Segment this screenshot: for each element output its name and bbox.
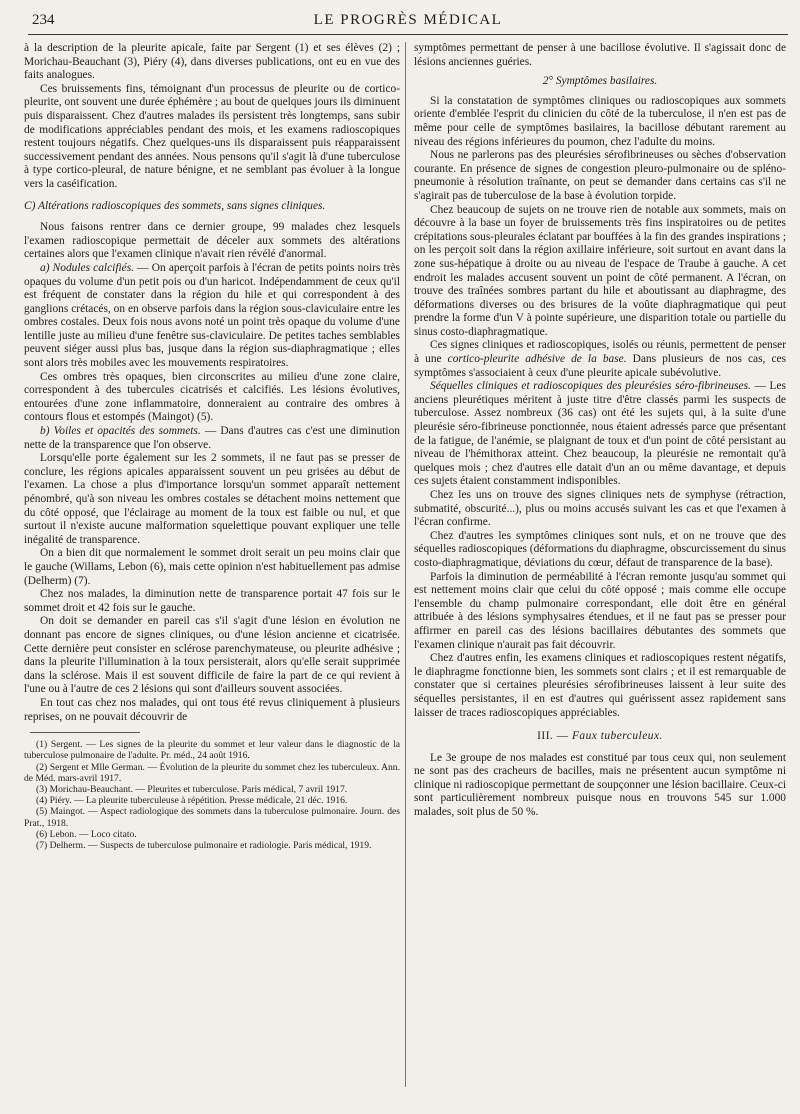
paragraph: Chez les uns on trouve des signes cliniques nets de symphyse (rétraction, submatité, obscurité...), plus ou moins accusés suivant les cas et que l'examen à l'écran confirme. bbox=[414, 489, 786, 529]
section-heading-faux-tuberculeux bbox=[414, 730, 786, 744]
journal-title: LE PROGRÈS MÉDICAL bbox=[313, 12, 503, 28]
paragraph: Nous faisons rentrer dans ce dernier groupe, 99 malades chez lesquels l'examen radioscopique permettait de déceler aux sommets des altérations certaines alors que l'examen clinique n'avait rien révélé d'anormal. bbox=[24, 221, 400, 261]
section-title: Faux tuberculeux. bbox=[571, 730, 663, 743]
text-run: Ces signes cliniques et radioscopiques, isolés ou réunis, permettent de penser à une bbox=[414, 339, 786, 366]
paragraph: Ces ombres très opaques, bien circonscrites au milieu d'une zone claire, correspondent à des tubercules cicatrisés et calcifiés. Les lésions évolutives, entourées d'une zone inflammatoire, donneraient au contraire des ombres à contours flous et estompés (Maingot) (5). bbox=[24, 370, 400, 424]
paragraph: Chez beaucoup de sujets on ne trouve rien de notable aux sommets, mais on découvre à la base un foyer de bruissements très fins inspiratoires ou de petites crépitations sous-pleurales éclatant par bouffées à la fin des grandes inspirations ; on les perçoit soit dans la région axillaire inférieure, soit surtout en avant dans la zone sus-hépatique à droite ou au niveau de l'espace de Traube à gauche. A cet endroit les malades accusent souvent un point de côté permanent. A l'écran, on trouve des traînées sombres partant du hile et aboutissant au diaphragme, des déformations diverses ou des brisures de la voûte diaphragmatique qui peut prendre la forme d'un V à pointe supérieure, une disparition totale ou partielle du sinus costo-diaphragmatique. bbox=[414, 203, 786, 338]
paragraph: à la description de la pleurite apicale, faite par Sergent (1) et ses élèves (2) ; Morichau-Beauchant (3), Piéry (4), dans diverses publications, ont eu en vue des faits analogues. bbox=[24, 42, 400, 82]
paragraph-sequelles bbox=[414, 380, 786, 489]
right-column bbox=[414, 42, 786, 1104]
paragraph: Si la constatation de symptômes cliniques ou radioscopiques aux sommets oriente d'emblée l'esprit du clinicien du côté de la tuberculose, il n'en est pas de même pour celle de symptômes basilaires, la bacillose débutant rarement au niveau des régions inférieures du poumon, chez l'adulte du moins. bbox=[414, 94, 786, 148]
paragraph: Chez d'autres enfin, les examens cliniques et radioscopiques restent négatifs, le diaphragme fonctionne bien, les sommets sont clairs ; et il est remarquable de constater que si certaines pleurésies sérofibrineuses laissent à leur suite des séquelles persistantes, il en est d'autres qui guérissent assez rapidement sans laisser de traces radioscopiques appréciables. bbox=[414, 652, 786, 719]
paragraph-voiles bbox=[24, 425, 400, 452]
item-text: — Dans d'autres cas c'est une diminution nette de la transparence que l'on observe. bbox=[24, 425, 400, 451]
text-run-italic: cortico-pleurite adhésive de la base. bbox=[447, 353, 627, 366]
paragraph: symptômes permettant de penser à une bacillose évolutive. Il s'agissait donc de lésions anciennes guéries. bbox=[414, 42, 786, 68]
footnote: (1) Sergent. — Les signes de la pleurite du sommet et leur valeur dans le diagnostic de la tuberculose pulmonaire de l'adulte. Pr. méd., 24 août 1916. bbox=[24, 739, 400, 762]
section-number: III. — bbox=[537, 730, 572, 743]
paragraph: On doit se demander en pareil cas s'il s'agit d'une lésion en évolution ne donnant pas encore de signes cliniques, ou d'une lésion ancienne et cicatrisée. Cette dernière peut consister en sclérose parenchymateuse, ou pleurite adhésive ; dans la pleurite l'illumination à la toux persisterait, alors qu'elle serait supprimée dans la sclérose. Mais il est souvent difficile de faire la part de ce qui revient à l'une ou à l'autre de ces 2 lésions qui sont d'ailleurs souvent associées. bbox=[24, 615, 400, 696]
page-header bbox=[28, 8, 788, 35]
footnote: (7) Delherm. — Suspects de tuberculose pulmonaire et radiologie. Paris médical, 1919. bbox=[36, 839, 372, 851]
paragraph: On a bien dit que normalement le sommet droit serait un peu moins clair que le gauche (Willams, Lebon (6), mais cette opinion n'est habituellement pas admise (Delherm) (7). bbox=[24, 547, 400, 587]
paragraph: Nous ne parlerons pas des pleurésies sérofibrineuses ou sèches d'observation courante. En présence de signes de congestion pleuro-pulmonaire ou de spléno-pneumonie à résolution traînante, on peut se demander dans certains cas s'il ne s'agirait pas de tuberculose de la base à évolution torpide. bbox=[414, 149, 786, 202]
footnote: (6) Lebon. — Loco citato. bbox=[36, 828, 137, 840]
footnotes bbox=[24, 739, 400, 851]
paragraph: Chez d'autres les symptômes cliniques sont nuls, et on ne trouve que des séquelles radioscopiques (déformations du diaphragme, obscurcissement du sinus costo-diaphragmatique, déviations du cœur, défaut de transparence de la base). bbox=[414, 529, 786, 569]
paragraph-signes bbox=[414, 339, 786, 380]
item-text: — On aperçoit parfois à l'écran de petits points noirs très opaques du volume d'un petit pois ou d'un haricot. Indépendamment de ceux qu'il est fréquent de constater dans la région du hile et qui correspondent à des ganglions crétacés, on en observe parfois dans la région sous-claviculaire entre les ombres costales. Deux fois nous avons noté un point très opaque du volume d'une lentille juste au milieu d'une fenêtre sus-claviculaire. De petites taches semblables peuvent siéger aussi plus bas, jusque dans la région sus-diaphragmatique ; elles sont alors très mobiles avec les mouvements respiratoires. bbox=[24, 261, 400, 370]
paragraph: Ces bruissements fins, témoignant d'un processus de pleurite ou de cortico-pleurite, ont souvent une durée éphémère ; au bout de quelques jours ils diminuent puis disparaissent. Chez d'autres malades ils persistent très longtemps, sans subir de modifications appréciables pendant des mois, et les examens radioscopiques restent toujours négatifs. Chez quelques-uns ils disparaissent puis réapparaissent successivement pendant des années. Nous pensons qu'il s'agit là d'une tuberculose à type cortico-pleural, de nature bénigne, et ne semblant pas évoluer à la longue vers la caséification. bbox=[24, 82, 400, 190]
left-column bbox=[24, 42, 400, 1104]
paragraph: Lorsqu'elle porte également sur les 2 sommets, il ne faut pas se presser de conclure, les régions apicales apparaissent souvent un peu grisées au début de l'examen. La chose a plus d'importance lorsqu'un sommet apparaît nettement pénombré, qu'à son niveau les ombres costales se détachent moins nettement que du côté opposé, que l'éclairage au moment de la toux est faible ou nul, et que surtout il n'existe aucune malformation squelettique pouvant expliquer une telle inégalité de transparence. bbox=[24, 452, 400, 546]
paragraph: Parfois la diminution de perméabilité à l'écran remonte jusqu'au sommet qui est nettement moins clair que celui du côté opposé ; mais comme elle occupe l'ensemble du champ pulmonaire correspondant, elle doit être en général attribuée à des lésions symphysaires étendues, et il ne faut pas se presser pour affirmer en pareil cas des lésions bacillaires débutantes des sommets que l'examen clinique n'aurait pas fait découvrir. bbox=[414, 570, 786, 651]
item-text: — Les anciens pleurétiques méritent à juste titre d'être classés parmi les suspects de tuberculose. Assez nombreux (36 cas) ont été les sujets qui, à la suite d'une pleurésie séro-fibrineuse ponctionnée, nous étaient adressés parce que présentant de la fatigue, de l'anémie, se plaignant de toux et d'un point de côté persistant au niveau de l'hémithorax atteint. Chez beaucoup, la pleurésie ne remontait qu'à quelques mois ; chez d'autres elle datait d'un an ou même davantage, et depuis ces sujets étaient constamment indisponibles. bbox=[414, 380, 786, 488]
text-run: Dans plusieurs de nos cas, ces symptômes s'associaient à ceux d'une pleurite apicale subévolutive. bbox=[414, 353, 786, 379]
footnote: (3) Morichau-Beauchant. — Pleurites et tuberculose. Paris médical, 7 avril 1917. bbox=[36, 783, 348, 795]
footnote: (4) Piéry. — La pleurite tuberculeuse à répétition. Presse médicale, 21 déc. 1916. bbox=[36, 795, 348, 807]
column-divider bbox=[405, 42, 406, 1087]
paragraph: Chez nos malades, la diminution nette de transparence portait 47 fois sur le sommet droit et 42 fois sur le gauche. bbox=[24, 588, 400, 614]
paragraph: Le 3e groupe de nos malades est constitué par tous ceux qui, non seulement ne sont pas des cracheurs de bacilles, mais ne présentent aucun symptôme ni clinique ni radioscopique permettant de soupçonner une lésion bacillaire. Ceux-ci sont particulièrement nombreux puisque nous en trouvons 545 sur 1.000 malades, soit plus de 50 %. bbox=[414, 751, 786, 819]
paragraph-nodules bbox=[24, 262, 400, 371]
paragraph: En tout cas chez nos malades, qui ont tous été revus cliniquement à plusieurs reprises, on ne pouvait découvrir de bbox=[24, 696, 400, 723]
section-heading-c: C) Altérations radioscopiques des sommets, sans signes cliniques. bbox=[24, 199, 326, 212]
footnote: (5) Maingot. — Aspect radiologique des sommets dans la tuberculose pulmonaire. Journ. des Prat., 1918. bbox=[24, 806, 400, 829]
item-label: b) Voiles et opacités des sommets. bbox=[40, 425, 201, 438]
footnote: (2) Sergent et Mlle German. — Évolution de la pleurite du sommet chez les tuberculeux. Ann. de Méd. mars-avril 1917. bbox=[24, 761, 400, 784]
item-label: a) Nodules calcifiés. bbox=[40, 261, 134, 274]
page-number: 234 bbox=[32, 12, 55, 28]
footnote-separator bbox=[30, 732, 140, 733]
section-heading-basilaires: 2° Symptômes basilaires. bbox=[542, 75, 658, 88]
item-label: Séquelles cliniques et radioscopiques des pleurésies séro-fibrineuses. bbox=[430, 380, 751, 393]
